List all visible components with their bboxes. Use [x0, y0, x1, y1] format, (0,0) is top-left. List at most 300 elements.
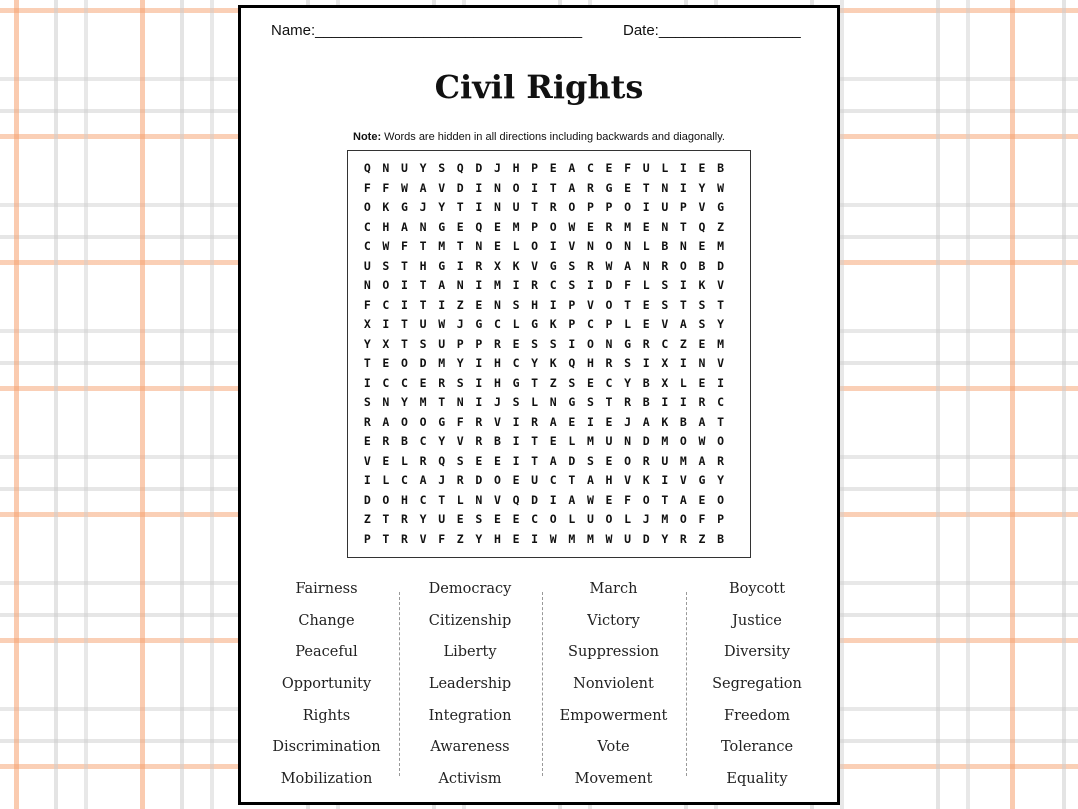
- grid-letter[interactable]: C: [586, 161, 594, 175]
- grid-letter[interactable]: H: [419, 258, 427, 273]
- grid-letter[interactable]: Y: [419, 161, 427, 175]
- grid-letter[interactable]: V: [661, 317, 669, 331]
- grid-letter[interactable]: D: [475, 161, 483, 175]
- date-field[interactable]: Date:_________________: [623, 22, 801, 39]
- grid-letter[interactable]: S: [568, 278, 576, 292]
- grid-letter[interactable]: A: [568, 161, 576, 175]
- grid-letter[interactable]: A: [698, 414, 706, 429]
- grid-letter[interactable]: H: [493, 356, 501, 370]
- grid-letter[interactable]: G: [717, 200, 725, 214]
- grid-letter[interactable]: H: [493, 531, 501, 546]
- grid-letter[interactable]: Q: [512, 492, 520, 507]
- grid-letter[interactable]: E: [698, 161, 706, 175]
- grid-letter[interactable]: D: [605, 278, 613, 292]
- grid-letter[interactable]: W: [605, 258, 613, 273]
- grid-letter[interactable]: R: [531, 414, 539, 429]
- grid-letter[interactable]: F: [382, 180, 390, 195]
- grid-letter[interactable]: R: [605, 356, 613, 370]
- grid-letter[interactable]: S: [531, 336, 539, 351]
- grid-letter[interactable]: E: [605, 453, 613, 468]
- grid-letter[interactable]: I: [363, 375, 371, 390]
- grid-letter[interactable]: Q: [438, 453, 446, 468]
- grid-letter[interactable]: W: [568, 219, 576, 234]
- grid-letter[interactable]: I: [475, 375, 483, 390]
- grid-letter[interactable]: A: [698, 453, 706, 468]
- grid-letter[interactable]: N: [661, 219, 669, 234]
- grid-letter[interactable]: E: [642, 219, 650, 234]
- grid-letter[interactable]: T: [419, 239, 427, 253]
- grid-letter[interactable]: I: [475, 395, 483, 409]
- grid-letter[interactable]: R: [456, 473, 464, 487]
- grid-letter[interactable]: O: [531, 239, 539, 253]
- grid-letter[interactable]: B: [679, 414, 687, 429]
- grid-letter[interactable]: I: [586, 414, 594, 429]
- grid-letter[interactable]: N: [586, 239, 594, 253]
- grid-letter[interactable]: G: [475, 317, 483, 331]
- grid-letter[interactable]: R: [549, 200, 557, 214]
- grid-letter[interactable]: R: [642, 336, 650, 351]
- grid-letter[interactable]: P: [605, 317, 613, 331]
- grid-letter[interactable]: E: [512, 473, 520, 487]
- grid-letter[interactable]: S: [586, 395, 594, 409]
- grid-letter[interactable]: R: [493, 336, 501, 351]
- grid-letter[interactable]: Y: [438, 434, 446, 448]
- grid-letter[interactable]: M: [717, 336, 725, 351]
- grid-letter[interactable]: E: [475, 297, 483, 312]
- grid-letter[interactable]: B: [717, 161, 725, 175]
- grid-letter[interactable]: R: [363, 414, 371, 429]
- grid-letter[interactable]: U: [512, 200, 520, 214]
- grid-letter[interactable]: R: [401, 512, 408, 526]
- grid-letter[interactable]: T: [401, 258, 408, 273]
- grid-letter[interactable]: L: [512, 317, 520, 331]
- grid-letter[interactable]: T: [531, 453, 539, 468]
- grid-letter[interactable]: U: [363, 258, 371, 273]
- grid-letter[interactable]: S: [549, 336, 557, 351]
- grid-letter[interactable]: Y: [419, 512, 427, 526]
- grid-letter[interactable]: Y: [363, 336, 371, 351]
- grid-letter[interactable]: H: [512, 161, 520, 175]
- grid-letter[interactable]: P: [363, 531, 371, 546]
- grid-letter[interactable]: I: [382, 317, 390, 331]
- grid-letter[interactable]: I: [363, 473, 371, 487]
- grid-letter[interactable]: G: [401, 200, 408, 214]
- grid-letter[interactable]: L: [624, 512, 632, 526]
- grid-letter[interactable]: E: [586, 375, 594, 390]
- grid-letter[interactable]: G: [438, 258, 446, 273]
- grid-letter[interactable]: O: [605, 512, 613, 526]
- grid-letter[interactable]: T: [717, 414, 725, 429]
- grid-letter[interactable]: E: [382, 453, 390, 468]
- grid-letter[interactable]: E: [605, 161, 613, 175]
- grid-letter[interactable]: G: [512, 375, 520, 390]
- grid-letter[interactable]: V: [717, 356, 725, 370]
- grid-letter[interactable]: E: [419, 375, 427, 390]
- grid-letter[interactable]: I: [512, 434, 520, 448]
- grid-letter[interactable]: F: [401, 239, 408, 253]
- grid-letter[interactable]: R: [475, 434, 483, 448]
- grid-letter[interactable]: N: [679, 239, 687, 253]
- grid-letter[interactable]: U: [624, 531, 632, 546]
- grid-letter[interactable]: K: [549, 356, 557, 370]
- grid-letter[interactable]: N: [624, 239, 632, 253]
- grid-letter[interactable]: I: [642, 356, 650, 370]
- grid-letter[interactable]: E: [698, 336, 706, 351]
- grid-letter[interactable]: K: [642, 473, 650, 487]
- grid-letter[interactable]: I: [475, 356, 483, 370]
- grid-letter[interactable]: Z: [456, 531, 464, 546]
- grid-letter[interactable]: M: [661, 512, 669, 526]
- grid-letter[interactable]: O: [401, 414, 408, 429]
- grid-letter[interactable]: I: [531, 531, 539, 546]
- grid-letter[interactable]: Z: [549, 375, 557, 390]
- grid-letter[interactable]: B: [661, 239, 669, 253]
- grid-letter[interactable]: M: [586, 434, 594, 448]
- grid-letter[interactable]: E: [456, 512, 464, 526]
- grid-letter[interactable]: R: [531, 278, 539, 292]
- grid-letter[interactable]: A: [382, 414, 390, 429]
- grid-letter[interactable]: S: [624, 356, 632, 370]
- grid-letter[interactable]: T: [363, 356, 371, 370]
- grid-letter[interactable]: C: [512, 356, 520, 370]
- grid-letter[interactable]: B: [642, 395, 650, 409]
- grid-letter[interactable]: U: [401, 161, 408, 175]
- grid-letter[interactable]: I: [586, 278, 594, 292]
- grid-letter[interactable]: S: [382, 258, 390, 273]
- grid-letter[interactable]: G: [698, 473, 706, 487]
- grid-letter[interactable]: R: [438, 375, 446, 390]
- name-field[interactable]: Name:________________________________: [271, 22, 583, 39]
- grid-letter[interactable]: I: [456, 258, 464, 273]
- grid-letter[interactable]: O: [549, 512, 557, 526]
- grid-letter[interactable]: E: [642, 297, 650, 312]
- grid-letter[interactable]: Z: [456, 297, 464, 312]
- grid-letter[interactable]: I: [401, 297, 408, 312]
- grid-letter[interactable]: O: [401, 356, 408, 370]
- grid-letter[interactable]: B: [401, 434, 408, 448]
- grid-letter[interactable]: T: [717, 297, 725, 312]
- grid-letter[interactable]: U: [642, 161, 650, 175]
- grid-letter[interactable]: Q: [475, 219, 483, 234]
- grid-letter[interactable]: T: [438, 492, 446, 507]
- grid-letter[interactable]: D: [568, 453, 576, 468]
- grid-letter[interactable]: I: [679, 278, 687, 292]
- grid-letter[interactable]: W: [586, 492, 594, 507]
- grid-letter[interactable]: M: [679, 453, 687, 468]
- grid-letter[interactable]: Y: [661, 531, 669, 546]
- grid-letter[interactable]: X: [661, 375, 669, 390]
- grid-letter[interactable]: T: [456, 239, 464, 253]
- grid-letter[interactable]: T: [624, 297, 632, 312]
- grid-letter[interactable]: Q: [568, 356, 576, 370]
- grid-letter[interactable]: I: [679, 180, 687, 195]
- grid-letter[interactable]: E: [624, 180, 632, 195]
- grid-letter[interactable]: A: [438, 278, 446, 292]
- grid-letter[interactable]: R: [401, 531, 408, 546]
- grid-letter[interactable]: E: [512, 512, 520, 526]
- grid-letter[interactable]: W: [382, 239, 390, 253]
- grid-letter[interactable]: O: [717, 434, 725, 448]
- grid-letter[interactable]: S: [456, 375, 464, 390]
- grid-letter[interactable]: C: [531, 512, 539, 526]
- grid-letter[interactable]: P: [605, 200, 613, 214]
- grid-letter[interactable]: Q: [698, 219, 706, 234]
- grid-letter[interactable]: I: [401, 278, 408, 292]
- grid-letter[interactable]: G: [549, 258, 557, 273]
- grid-letter[interactable]: J: [493, 395, 501, 409]
- grid-letter[interactable]: T: [419, 278, 427, 292]
- grid-letter[interactable]: U: [605, 434, 613, 448]
- grid-letter[interactable]: S: [661, 297, 669, 312]
- grid-letter[interactable]: B: [493, 434, 501, 448]
- grid-letter[interactable]: T: [679, 297, 687, 312]
- grid-letter[interactable]: C: [363, 219, 371, 234]
- grid-letter[interactable]: S: [661, 278, 669, 292]
- grid-letter[interactable]: I: [679, 356, 687, 370]
- grid-letter[interactable]: N: [363, 278, 371, 292]
- grid-letter[interactable]: P: [568, 317, 576, 331]
- grid-letter[interactable]: L: [382, 473, 390, 487]
- grid-letter[interactable]: Z: [679, 336, 687, 351]
- grid-letter[interactable]: H: [382, 219, 390, 234]
- grid-letter[interactable]: V: [419, 531, 427, 546]
- grid-letter[interactable]: G: [531, 317, 539, 331]
- grid-letter[interactable]: R: [586, 180, 594, 195]
- grid-letter[interactable]: S: [475, 512, 483, 526]
- grid-letter[interactable]: T: [401, 317, 408, 331]
- grid-letter[interactable]: A: [549, 453, 557, 468]
- grid-letter[interactable]: H: [605, 473, 613, 487]
- grid-letter[interactable]: K: [698, 278, 706, 292]
- grid-letter[interactable]: A: [679, 317, 687, 331]
- grid-letter[interactable]: I: [642, 200, 650, 214]
- grid-letter[interactable]: E: [363, 434, 371, 448]
- grid-letter[interactable]: O: [679, 434, 687, 448]
- grid-letter[interactable]: L: [624, 317, 632, 331]
- grid-letter[interactable]: E: [493, 239, 501, 253]
- grid-letter[interactable]: L: [401, 453, 408, 468]
- grid-letter[interactable]: O: [605, 297, 613, 312]
- grid-letter[interactable]: A: [586, 473, 594, 487]
- grid-letter[interactable]: S: [568, 375, 576, 390]
- grid-letter[interactable]: I: [549, 492, 557, 507]
- grid-letter[interactable]: E: [493, 453, 501, 468]
- grid-letter[interactable]: V: [624, 473, 632, 487]
- grid-letter[interactable]: P: [717, 512, 725, 526]
- grid-letter[interactable]: B: [698, 258, 706, 273]
- grid-letter[interactable]: E: [698, 375, 706, 390]
- grid-letter[interactable]: F: [698, 512, 706, 526]
- grid-letter[interactable]: E: [605, 414, 613, 429]
- grid-letter[interactable]: O: [679, 512, 687, 526]
- grid-letter[interactable]: V: [717, 278, 725, 292]
- grid-letter[interactable]: Y: [624, 375, 632, 390]
- grid-letter[interactable]: T: [568, 473, 576, 487]
- grid-letter[interactable]: V: [586, 297, 594, 312]
- grid-letter[interactable]: I: [475, 278, 483, 292]
- grid-letter[interactable]: E: [456, 219, 464, 234]
- grid-letter[interactable]: E: [493, 512, 501, 526]
- grid-letter[interactable]: Y: [717, 473, 725, 487]
- grid-letter[interactable]: I: [661, 395, 669, 409]
- grid-letter[interactable]: M: [568, 531, 576, 546]
- grid-letter[interactable]: F: [624, 492, 632, 507]
- grid-letter[interactable]: L: [642, 278, 650, 292]
- grid-letter[interactable]: P: [475, 336, 483, 351]
- grid-letter[interactable]: S: [512, 395, 520, 409]
- grid-letter[interactable]: T: [605, 395, 613, 409]
- grid-letter[interactable]: R: [586, 258, 594, 273]
- grid-letter[interactable]: T: [456, 200, 464, 214]
- grid-letter[interactable]: X: [493, 258, 501, 273]
- grid-letter[interactable]: I: [549, 239, 557, 253]
- grid-letter[interactable]: T: [531, 375, 539, 390]
- grid-letter[interactable]: A: [624, 258, 632, 273]
- grid-letter[interactable]: Y: [717, 317, 725, 331]
- grid-letter[interactable]: C: [549, 473, 557, 487]
- grid-letter[interactable]: A: [679, 492, 687, 507]
- grid-letter[interactable]: F: [456, 414, 464, 429]
- grid-letter[interactable]: R: [382, 434, 390, 448]
- grid-letter[interactable]: V: [438, 180, 446, 195]
- grid-letter[interactable]: O: [624, 200, 632, 214]
- grid-letter[interactable]: N: [475, 239, 483, 253]
- grid-letter[interactable]: D: [642, 434, 650, 448]
- grid-letter[interactable]: R: [419, 453, 427, 468]
- grid-letter[interactable]: E: [382, 356, 390, 370]
- grid-letter[interactable]: R: [642, 453, 650, 468]
- grid-letter[interactable]: O: [382, 492, 390, 507]
- grid-letter[interactable]: E: [698, 492, 706, 507]
- grid-letter[interactable]: Q: [456, 161, 464, 175]
- grid-letter[interactable]: W: [401, 180, 408, 195]
- grid-letter[interactable]: S: [698, 317, 706, 331]
- grid-letter[interactable]: W: [549, 531, 557, 546]
- grid-letter[interactable]: E: [512, 531, 520, 546]
- grid-letter[interactable]: R: [605, 219, 613, 234]
- grid-letter[interactable]: C: [717, 395, 725, 409]
- grid-letter[interactable]: V: [493, 414, 501, 429]
- grid-letter[interactable]: M: [586, 531, 594, 546]
- grid-letter[interactable]: F: [363, 180, 371, 195]
- grid-letter[interactable]: J: [493, 161, 501, 175]
- grid-letter[interactable]: J: [642, 512, 650, 526]
- grid-letter[interactable]: O: [717, 492, 725, 507]
- grid-letter[interactable]: D: [642, 531, 650, 546]
- grid-letter[interactable]: T: [531, 434, 539, 448]
- grid-letter[interactable]: U: [586, 512, 594, 526]
- grid-letter[interactable]: N: [382, 395, 390, 409]
- grid-letter[interactable]: W: [698, 434, 706, 448]
- grid-letter[interactable]: C: [419, 492, 427, 507]
- grid-letter[interactable]: E: [642, 317, 650, 331]
- grid-letter[interactable]: N: [493, 297, 501, 312]
- grid-letter[interactable]: S: [419, 336, 427, 351]
- grid-letter[interactable]: X: [661, 356, 669, 370]
- grid-letter[interactable]: P: [568, 297, 576, 312]
- grid-letter[interactable]: E: [512, 336, 520, 351]
- grid-letter[interactable]: N: [493, 180, 501, 195]
- grid-letter[interactable]: O: [419, 414, 427, 429]
- grid-letter[interactable]: C: [382, 297, 390, 312]
- grid-letter[interactable]: V: [679, 473, 687, 487]
- grid-letter[interactable]: F: [438, 531, 446, 546]
- grid-letter[interactable]: N: [493, 200, 501, 214]
- grid-letter[interactable]: L: [679, 375, 687, 390]
- grid-letter[interactable]: O: [642, 492, 650, 507]
- grid-letter[interactable]: W: [438, 317, 446, 331]
- grid-letter[interactable]: G: [568, 395, 576, 409]
- grid-letter[interactable]: C: [586, 317, 594, 331]
- grid-letter[interactable]: D: [419, 356, 427, 370]
- grid-letter[interactable]: C: [493, 317, 501, 331]
- grid-letter[interactable]: V: [493, 492, 501, 507]
- grid-letter[interactable]: T: [419, 297, 427, 312]
- grid-letter[interactable]: F: [624, 161, 632, 175]
- grid-letter[interactable]: N: [456, 278, 464, 292]
- grid-letter[interactable]: M: [661, 434, 669, 448]
- grid-letter[interactable]: C: [363, 239, 371, 253]
- grid-letter[interactable]: Q: [363, 161, 371, 175]
- grid-letter[interactable]: B: [717, 531, 725, 546]
- grid-letter[interactable]: T: [549, 180, 557, 195]
- grid-letter[interactable]: T: [401, 336, 408, 351]
- grid-letter[interactable]: N: [642, 258, 650, 273]
- grid-letter[interactable]: E: [475, 453, 483, 468]
- grid-letter[interactable]: M: [438, 239, 446, 253]
- grid-letter[interactable]: A: [568, 492, 576, 507]
- grid-letter[interactable]: L: [642, 239, 650, 253]
- grid-letter[interactable]: E: [493, 219, 501, 234]
- grid-letter[interactable]: S: [698, 297, 706, 312]
- grid-letter[interactable]: V: [531, 258, 539, 273]
- grid-letter[interactable]: P: [531, 161, 539, 175]
- grid-letter[interactable]: W: [717, 180, 725, 195]
- grid-letter[interactable]: I: [512, 414, 520, 429]
- grid-letter[interactable]: Y: [401, 395, 408, 409]
- grid-letter[interactable]: I: [512, 278, 520, 292]
- grid-letter[interactable]: A: [568, 180, 576, 195]
- grid-letter[interactable]: E: [568, 414, 576, 429]
- grid-letter[interactable]: P: [531, 219, 539, 234]
- grid-letter[interactable]: J: [624, 414, 632, 429]
- grid-letter[interactable]: I: [531, 180, 539, 195]
- grid-letter[interactable]: Y: [698, 180, 706, 195]
- grid-letter[interactable]: I: [679, 395, 687, 409]
- grid-letter[interactable]: S: [512, 297, 520, 312]
- grid-letter[interactable]: L: [661, 161, 669, 175]
- grid-letter[interactable]: S: [363, 395, 371, 409]
- grid-letter[interactable]: U: [419, 317, 427, 331]
- grid-letter[interactable]: A: [549, 414, 557, 429]
- grid-letter[interactable]: T: [661, 492, 669, 507]
- grid-letter[interactable]: K: [549, 317, 557, 331]
- grid-letter[interactable]: J: [456, 317, 464, 331]
- grid-letter[interactable]: F: [624, 278, 632, 292]
- grid-letter[interactable]: S: [438, 161, 446, 175]
- grid-letter[interactable]: P: [586, 200, 594, 214]
- grid-letter[interactable]: G: [605, 180, 613, 195]
- grid-letter[interactable]: O: [363, 200, 371, 214]
- grid-letter[interactable]: Y: [531, 356, 539, 370]
- grid-letter[interactable]: C: [382, 375, 390, 390]
- grid-letter[interactable]: N: [698, 356, 706, 370]
- grid-letter[interactable]: R: [475, 414, 483, 429]
- grid-letter[interactable]: P: [456, 336, 464, 351]
- grid-letter[interactable]: O: [512, 180, 520, 195]
- grid-letter[interactable]: O: [586, 336, 594, 351]
- grid-letter[interactable]: O: [624, 453, 632, 468]
